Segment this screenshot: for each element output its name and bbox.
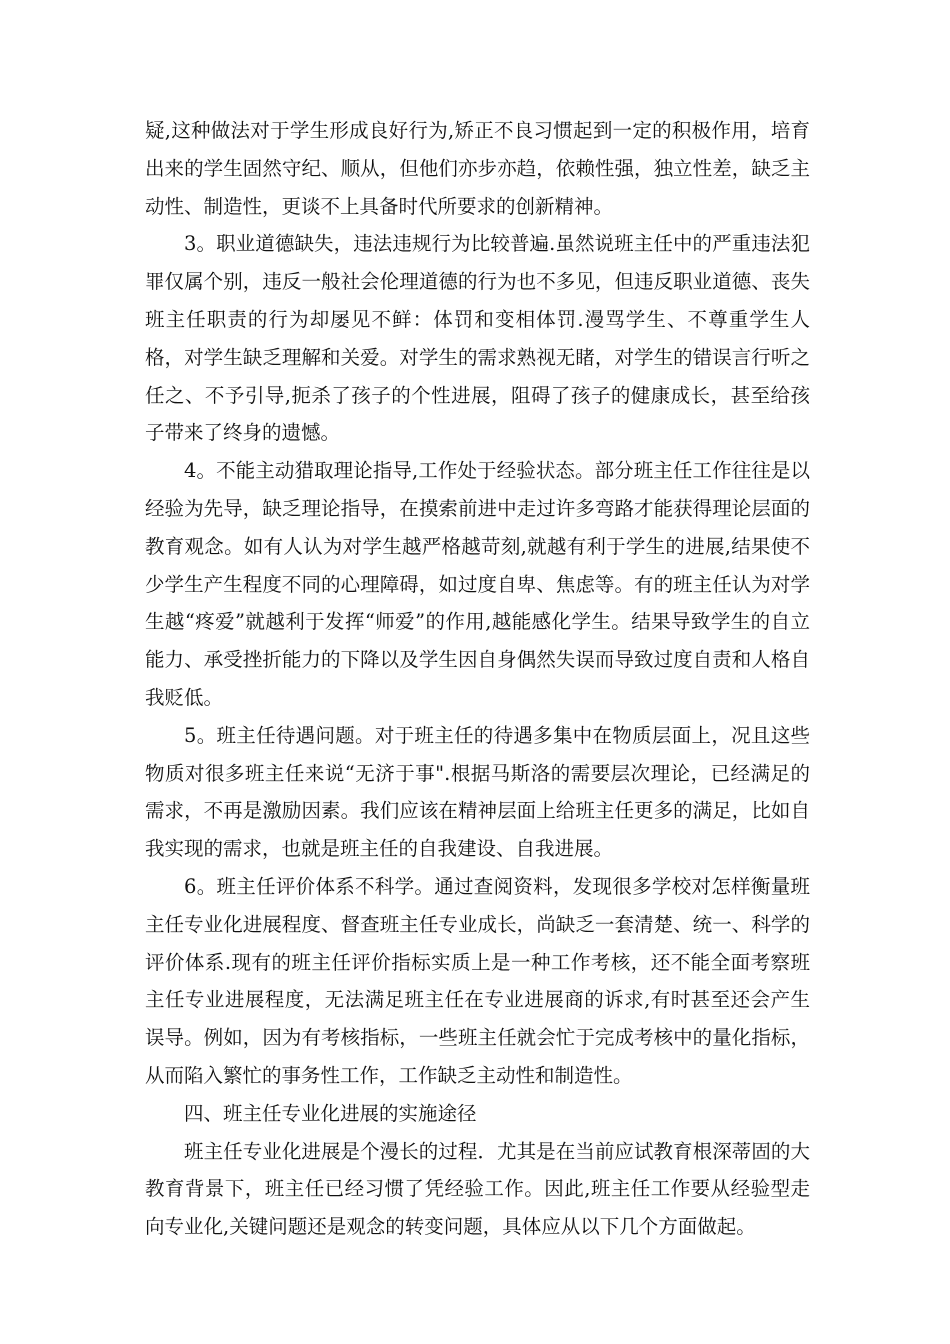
section-heading-4: 四、班主任专业化进展的实施途径	[184, 1101, 477, 1125]
document-body	[145, 112, 810, 1246]
paragraph-point-6: 6。班主任评价体系不科学。通过查阅资料，发现很多学校对怎样衡量班主任专业化进展程度、督查班主任专业成长，尚缺乏一套清楚、统一、科学的评价体系.现有的班主任评价指标实质上是一种工作考核，还不能全面考察班主任专业进展程度，无法满足班主任在专业进展商的诉求,有时甚至还会产生误导。例如，因为有考核指标，一些班主任就会忙于完成考核中的量化指标，从而陷入繁忙的事务性工作，工作缺乏主动性和制造性。	[145, 874, 810, 1087]
paragraph-point-3: 3。职业道德缺失，违法违规行为比较普遍.虽然说班主任中的严重违法犯罪仅属个别，违反一般社会伦理道德的行为也不多见，但违反职业道德、丧失班主任职责的行为却屡见不鲜：体罚和变相体罚.漫骂学生、不尊重学生人格，对学生缺乏理解和关爱。对学生的需求熟视无睹，对学生的错误言行听之任之、不予引导,扼杀了孩子的个性进展，阻碍了孩子的健康成长，甚至给孩子带来了终身的遗憾。	[145, 232, 810, 445]
paragraph-section-intro: 班主任专业化进展是个漫长的过程．尤其是在当前应试教育根深蒂固的大教育背景下，班主任已经习惯了凭经验工作。因此,班主任工作要从经验型走向专业化,关键问题还是观念的转变问题，具体应从以下几个方面做起。	[145, 1139, 810, 1239]
paragraph-continuation: 疑,这种做法对于学生形成良好行为,矫正不良习惯起到一定的积极作用，培育出来的学生固然守纪、顺从，但他们亦步亦趋，依赖性强，独立性差，缺乏主动性、制造性，更谈不上具备时代所要求的创新精神。	[145, 119, 810, 218]
paragraph-point-4: 4。不能主动猎取理论指导,工作处于经验状态。部分班主任工作往往是以经验为先导，缺乏理论指导，在摸索前进中走过许多弯路才能获得理论层面的教育观念。如有人认为对学生越严格越苛刻,就越有利于学生的进展,结果使不少学生产生程度不同的心理障碍，如过度自卑、焦虑等。有的班主任认为对学生越“疼爱”就越利于发挥“师爱”的作用,越能感化学生。结果导致学生的自立能力、承受挫折能力的下降以及学生因自身偶然失误而导致过度自责和人格自我贬低。	[145, 459, 810, 709]
paragraph-point-5: 5。班主任待遇问题。对于班主任的待遇多集中在物质层面上，况且这些物质对很多班主任来说“无济于事".根据马斯洛的需要层次理论，已经满足的需求，不再是激励因素。我们应该在精神层面上给班主任更多的满足，比如自我实现的需求，也就是班主任的自我建设、自我进展。	[145, 723, 810, 861]
